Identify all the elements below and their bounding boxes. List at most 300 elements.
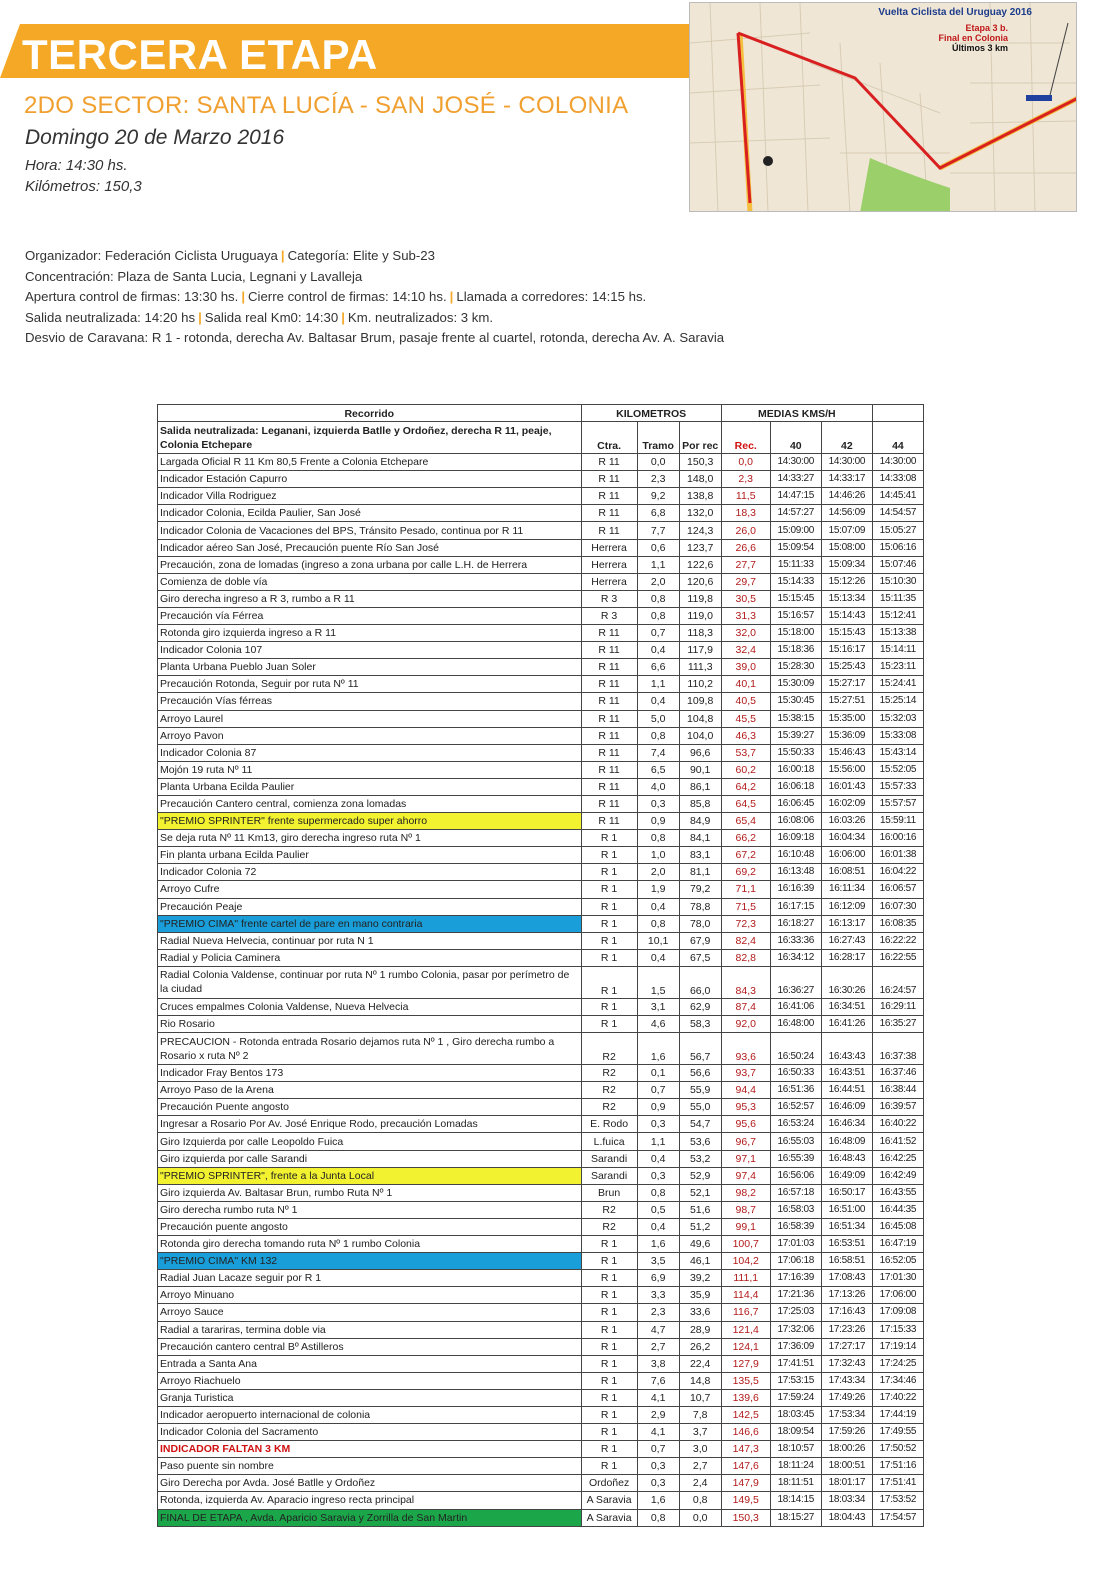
covered-km: 0,0	[721, 454, 770, 471]
table-row	[158, 881, 924, 898]
time-42: 16:13:17	[821, 915, 872, 932]
table-row	[158, 915, 924, 932]
time-40: 14:57:27	[770, 505, 821, 522]
segment-km: 0,4	[637, 1150, 679, 1167]
route-point: Indicador Villa Rodriguez	[158, 488, 582, 505]
segment-km: 1,0	[637, 847, 679, 864]
table-row	[158, 1270, 924, 1287]
time-42: 15:27:17	[821, 676, 872, 693]
time-42: 16:43:51	[821, 1065, 872, 1082]
time-44: 14:30:00	[872, 454, 923, 471]
route-point: Precaución Rotonda, Seguir por ruta Nº 11	[158, 676, 582, 693]
time-40: 16:33:36	[770, 932, 821, 949]
map-graphic	[690, 3, 1077, 212]
time-44: 15:05:27	[872, 522, 923, 539]
covered-km: 114,4	[721, 1287, 770, 1304]
remaining-km: 109,8	[679, 693, 721, 710]
remaining-km: 79,2	[679, 881, 721, 898]
segment-km: 0,5	[637, 1201, 679, 1218]
time-40: 17:21:36	[770, 1287, 821, 1304]
table-row	[158, 1253, 924, 1270]
remaining-km: 49,6	[679, 1236, 721, 1253]
info-line-3	[25, 287, 724, 308]
remaining-km: 46,1	[679, 1253, 721, 1270]
covered-km: 97,4	[721, 1167, 770, 1184]
table-row	[158, 813, 924, 830]
time-42: 16:02:09	[821, 795, 872, 812]
route-point: Rotonda giro izquierda ingreso a R 11	[158, 625, 582, 642]
remaining-km: 86,1	[679, 778, 721, 795]
header-speed-40: 40	[770, 422, 821, 454]
covered-km: 84,3	[721, 966, 770, 998]
signature-close: Cierre control de firmas: 14:10 hs.	[248, 289, 447, 304]
time-44: 17:24:25	[872, 1355, 923, 1372]
remaining-km: 85,8	[679, 795, 721, 812]
header-tramo: Tramo	[637, 422, 679, 454]
road: R 1	[581, 1458, 637, 1475]
header-rec: Rec.	[721, 422, 770, 454]
time-44: 17:09:08	[872, 1304, 923, 1321]
remaining-km: 119,0	[679, 607, 721, 624]
road: Herrera	[581, 573, 637, 590]
table-row	[158, 1082, 924, 1099]
remaining-km: 150,3	[679, 454, 721, 471]
time-44: 15:24:41	[872, 676, 923, 693]
segment-km: 0,8	[637, 590, 679, 607]
covered-km: 31,3	[721, 607, 770, 624]
covered-km: 87,4	[721, 998, 770, 1015]
route-point: Cruces empalmes Colonia Valdense, Nueva Helvecia	[158, 998, 582, 1015]
table-row	[158, 727, 924, 744]
time-40: 16:08:06	[770, 813, 821, 830]
table-row	[158, 454, 924, 471]
table-row	[158, 761, 924, 778]
segment-km: 2,7	[637, 1338, 679, 1355]
segment-km: 9,2	[637, 488, 679, 505]
time-40: 18:14:15	[770, 1492, 821, 1509]
time-40: 17:16:39	[770, 1270, 821, 1287]
segment-km: 0,4	[637, 898, 679, 915]
road: R 3	[581, 607, 637, 624]
remaining-km: 81,1	[679, 864, 721, 881]
time-40: 17:06:18	[770, 1253, 821, 1270]
time-44: 15:43:14	[872, 744, 923, 761]
road: R2	[581, 1201, 637, 1218]
separator: |	[341, 309, 345, 325]
covered-km: 32,4	[721, 642, 770, 659]
time-42: 18:04:43	[821, 1509, 872, 1526]
segment-km: 0,3	[637, 1458, 679, 1475]
time-44: 16:39:57	[872, 1099, 923, 1116]
time-44: 17:50:52	[872, 1441, 923, 1458]
route-point: Precaución Vías férreas	[158, 693, 582, 710]
road: R2	[581, 1099, 637, 1116]
road: E. Rodo	[581, 1116, 637, 1133]
remaining-km: 67,9	[679, 932, 721, 949]
separator: |	[241, 289, 246, 304]
remaining-km: 104,8	[679, 710, 721, 727]
segment-km: 0,8	[637, 1509, 679, 1526]
signature-open: Apertura control de firmas: 13:30 hs.	[25, 289, 239, 304]
time-42: 14:46:26	[821, 488, 872, 505]
road: R 1	[581, 1389, 637, 1406]
real-start: Salida real Km0: 14:30	[204, 309, 339, 325]
covered-km: 147,3	[721, 1441, 770, 1458]
time-42: 17:13:26	[821, 1287, 872, 1304]
time-40: 15:50:33	[770, 744, 821, 761]
header-por-rec: Por rec	[679, 422, 721, 454]
time-44: 17:54:57	[872, 1509, 923, 1526]
remaining-km: 124,3	[679, 522, 721, 539]
road: R 1	[581, 847, 637, 864]
remaining-km: 83,1	[679, 847, 721, 864]
remaining-km: 3,0	[679, 1441, 721, 1458]
table-row	[158, 1509, 924, 1526]
time-44: 16:35:27	[872, 1016, 923, 1033]
remaining-km: 132,0	[679, 505, 721, 522]
road: R2	[581, 1033, 637, 1065]
time-44: 16:37:46	[872, 1065, 923, 1082]
covered-km: 93,7	[721, 1065, 770, 1082]
segment-km: 4,1	[637, 1424, 679, 1441]
table-row	[158, 676, 924, 693]
time-42: 15:36:09	[821, 727, 872, 744]
route-point: Granja Turistica	[158, 1389, 582, 1406]
remaining-km: 78,0	[679, 915, 721, 932]
table-row	[158, 1287, 924, 1304]
remaining-km: 62,9	[679, 998, 721, 1015]
road: R 11	[581, 505, 637, 522]
segment-km: 0,6	[637, 539, 679, 556]
time-44: 16:01:38	[872, 847, 923, 864]
map-title: Vuelta Ciclista del Uruguay 2016	[878, 7, 1032, 18]
segment-km: 1,6	[637, 1492, 679, 1509]
road: R2	[581, 1218, 637, 1235]
neutral-km: Km. neutralizados: 3 km.	[347, 309, 494, 325]
time-40: 15:09:00	[770, 522, 821, 539]
covered-km: 2,3	[721, 471, 770, 488]
road: R 1	[581, 1355, 637, 1372]
segment-km: 2,3	[637, 471, 679, 488]
remaining-km: 110,2	[679, 676, 721, 693]
time-42: 16:11:34	[821, 881, 872, 898]
road: R 1	[581, 1406, 637, 1423]
table-row	[158, 488, 924, 505]
covered-km: 116,7	[721, 1304, 770, 1321]
route-point: Planta Urbana Pueblo Juan Soler	[158, 659, 582, 676]
table-row	[158, 1338, 924, 1355]
route-point: Giro izquierda Av. Baltasar Brun, rumbo Ruta Nº 1	[158, 1184, 582, 1201]
time-44: 15:10:30	[872, 573, 923, 590]
table-row	[158, 1492, 924, 1509]
remaining-km: 148,0	[679, 471, 721, 488]
covered-km: 40,5	[721, 693, 770, 710]
time-40: 17:41:51	[770, 1355, 821, 1372]
segment-km: 4,6	[637, 1016, 679, 1033]
route-point: Indicador Colonia 87	[158, 744, 582, 761]
road: R 1	[581, 881, 637, 898]
time-44: 16:42:49	[872, 1167, 923, 1184]
time-42: 16:30:26	[821, 966, 872, 998]
table-row	[158, 1184, 924, 1201]
table-row	[158, 471, 924, 488]
time-42: 15:12:26	[821, 573, 872, 590]
covered-km: 39,0	[721, 659, 770, 676]
route-map	[689, 2, 1077, 212]
remaining-km: 104,0	[679, 727, 721, 744]
time-40: 15:16:57	[770, 607, 821, 624]
covered-km: 147,6	[721, 1458, 770, 1475]
table-row	[158, 998, 924, 1015]
time-42: 15:14:43	[821, 607, 872, 624]
route-point: Radial a tarariras, termina doble via	[158, 1321, 582, 1338]
time-42: 15:13:34	[821, 590, 872, 607]
route-point: Precaución Cantero central, comienza zona lomadas	[158, 795, 582, 812]
time-44: 17:49:55	[872, 1424, 923, 1441]
table-row	[158, 573, 924, 590]
segment-km: 2,0	[637, 573, 679, 590]
road: Sarandi	[581, 1150, 637, 1167]
segment-km: 0,4	[637, 642, 679, 659]
time-40: 15:14:33	[770, 573, 821, 590]
time-44: 17:53:52	[872, 1492, 923, 1509]
segment-km: 0,8	[637, 915, 679, 932]
segment-km: 0,3	[637, 795, 679, 812]
time-40: 15:28:30	[770, 659, 821, 676]
segment-km: 0,7	[637, 625, 679, 642]
time-44: 16:22:55	[872, 949, 923, 966]
road: R 11	[581, 693, 637, 710]
covered-km: 150,3	[721, 1509, 770, 1526]
time-42: 18:03:34	[821, 1492, 872, 1509]
time-42: 16:34:51	[821, 998, 872, 1015]
time-40: 16:48:00	[770, 1016, 821, 1033]
time-44: 16:29:11	[872, 998, 923, 1015]
table-row	[158, 625, 924, 642]
time-44: 15:11:35	[872, 590, 923, 607]
route-point: Entrada a Santa Ana	[158, 1355, 582, 1372]
road: Ordoñez	[581, 1475, 637, 1492]
table-row	[158, 1424, 924, 1441]
time-42: 15:15:43	[821, 625, 872, 642]
time-40: 17:53:15	[770, 1372, 821, 1389]
time-42: 17:43:34	[821, 1372, 872, 1389]
segment-km: 6,8	[637, 505, 679, 522]
segment-km: 7,4	[637, 744, 679, 761]
covered-km: 99,1	[721, 1218, 770, 1235]
covered-km: 98,2	[721, 1184, 770, 1201]
remaining-km: 55,9	[679, 1082, 721, 1099]
covered-km: 127,9	[721, 1355, 770, 1372]
neutral-start: Salida neutralizada: 14:20 hs	[25, 309, 196, 325]
map-last-km-label: Últimos 3 km	[951, 43, 1008, 53]
time-44: 16:38:44	[872, 1082, 923, 1099]
remaining-km: 56,7	[679, 1033, 721, 1065]
time-42: 17:23:26	[821, 1321, 872, 1338]
road: R 11	[581, 454, 637, 471]
time-44: 15:13:38	[872, 625, 923, 642]
time-44: 17:51:41	[872, 1475, 923, 1492]
time-42: 15:16:17	[821, 642, 872, 659]
header-medias: MEDIAS KMS/H	[721, 405, 872, 422]
time-44: 15:59:11	[872, 813, 923, 830]
map-stage-label: Etapa 3 b.	[965, 23, 1008, 33]
remaining-km: 56,6	[679, 1065, 721, 1082]
time-40: 16:51:36	[770, 1082, 821, 1099]
segment-km: 0,3	[637, 1475, 679, 1492]
route-point: Arroyo Cufre	[158, 881, 582, 898]
time-40: 14:30:00	[770, 454, 821, 471]
time-40: 17:32:06	[770, 1321, 821, 1338]
covered-km: 27,7	[721, 556, 770, 573]
route-point: Largada Oficial R 11 Km 80,5 Frente a Colonia Etchepare	[158, 454, 582, 471]
time-44: 16:24:57	[872, 966, 923, 998]
remaining-km: 58,3	[679, 1016, 721, 1033]
time-42: 17:27:17	[821, 1338, 872, 1355]
covered-km: 146,6	[721, 1424, 770, 1441]
time-40: 16:57:18	[770, 1184, 821, 1201]
road: R 1	[581, 1321, 637, 1338]
time-44: 15:23:11	[872, 659, 923, 676]
remaining-km: 0,0	[679, 1509, 721, 1526]
time-42: 16:49:09	[821, 1167, 872, 1184]
road: R 11	[581, 642, 637, 659]
time-42: 16:53:51	[821, 1236, 872, 1253]
covered-km: 111,1	[721, 1270, 770, 1287]
covered-km: 53,7	[721, 744, 770, 761]
road: R 11	[581, 813, 637, 830]
covered-km: 96,7	[721, 1133, 770, 1150]
time-44: 15:52:05	[872, 761, 923, 778]
time-44: 16:00:16	[872, 830, 923, 847]
remaining-km: 33,6	[679, 1304, 721, 1321]
table-row	[158, 642, 924, 659]
time-42: 17:16:43	[821, 1304, 872, 1321]
segment-km: 7,7	[637, 522, 679, 539]
time-44: 16:42:25	[872, 1150, 923, 1167]
table-row	[158, 847, 924, 864]
segment-km: 3,8	[637, 1355, 679, 1372]
time-40: 16:16:39	[770, 881, 821, 898]
covered-km: 26,0	[721, 522, 770, 539]
remaining-km: 111,3	[679, 659, 721, 676]
covered-km: 142,5	[721, 1406, 770, 1423]
segment-km: 3,3	[637, 1287, 679, 1304]
route-point: Rio Rosario	[158, 1016, 582, 1033]
covered-km: 11,5	[721, 488, 770, 505]
road: R 11	[581, 761, 637, 778]
time-42: 16:12:09	[821, 898, 872, 915]
segment-km: 4,7	[637, 1321, 679, 1338]
header-ctra: Ctra.	[581, 422, 637, 454]
route-point: Indicador Colonia 72	[158, 864, 582, 881]
time-42: 17:49:26	[821, 1389, 872, 1406]
stage-date: Domingo 20 de Marzo 2016	[25, 126, 285, 149]
segment-km: 4,1	[637, 1389, 679, 1406]
stage-title: TERCERA ETAPA	[22, 31, 378, 78]
organizer: Organizador: Federación Ciclista Uruguaya	[25, 248, 278, 263]
time-40: 16:00:18	[770, 761, 821, 778]
road: R 1	[581, 864, 637, 881]
time-40: 14:33:27	[770, 471, 821, 488]
remaining-km: 53,2	[679, 1150, 721, 1167]
table-row	[158, 1321, 924, 1338]
time-40: 16:17:15	[770, 898, 821, 915]
table-row	[158, 1441, 924, 1458]
time-42: 16:46:09	[821, 1099, 872, 1116]
table-row	[158, 949, 924, 966]
covered-km: 71,1	[721, 881, 770, 898]
neutral-start-route: Salida neutralizada: Leganani, izquierda Batlle y Ordoñez, derecha R 11, peaje, Colonia Etchepare	[158, 422, 582, 454]
route-point: Paso puente sin nombre	[158, 1458, 582, 1475]
time-40: 18:11:24	[770, 1458, 821, 1475]
time-40: 17:25:03	[770, 1304, 821, 1321]
time-40: 16:58:39	[770, 1218, 821, 1235]
time-40: 16:10:48	[770, 847, 821, 864]
table-header-row	[158, 405, 924, 422]
route-table	[157, 404, 924, 1527]
time-42: 16:41:26	[821, 1016, 872, 1033]
table-row	[158, 1236, 924, 1253]
separator: |	[198, 309, 202, 325]
route-point: Arroyo Minuano	[158, 1287, 582, 1304]
segment-km: 6,6	[637, 659, 679, 676]
time-40: 16:41:06	[770, 998, 821, 1015]
time-42: 17:32:43	[821, 1355, 872, 1372]
route-point: INDICADOR FALTAN 3 KM	[158, 1441, 582, 1458]
time-40: 15:09:54	[770, 539, 821, 556]
remaining-km: 123,7	[679, 539, 721, 556]
route-point: "PREMIO SPRINTER", frente a la Junta Local	[158, 1167, 582, 1184]
time-44: 17:15:33	[872, 1321, 923, 1338]
time-44: 16:06:57	[872, 881, 923, 898]
remaining-km: 26,2	[679, 1338, 721, 1355]
segment-km: 0,1	[637, 1065, 679, 1082]
time-40: 16:06:18	[770, 778, 821, 795]
remaining-km: 120,6	[679, 573, 721, 590]
covered-km: 64,2	[721, 778, 770, 795]
covered-km: 124,1	[721, 1338, 770, 1355]
route-point: Arroyo Paso de la Arena	[158, 1082, 582, 1099]
time-42: 16:51:34	[821, 1218, 872, 1235]
time-42: 15:08:00	[821, 539, 872, 556]
route-point: Giro derecha rumbo ruta Nº 1	[158, 1201, 582, 1218]
category: Categoría: Elite y Sub-23	[287, 248, 435, 263]
time-42: 15:35:00	[821, 710, 872, 727]
time-40: 16:09:18	[770, 830, 821, 847]
road: R2	[581, 1082, 637, 1099]
info-line-5	[25, 328, 724, 349]
time-40: 18:09:54	[770, 1424, 821, 1441]
time-40: 15:18:00	[770, 625, 821, 642]
covered-km: 97,1	[721, 1150, 770, 1167]
covered-km: 135,5	[721, 1372, 770, 1389]
time-40: 15:18:36	[770, 642, 821, 659]
route-table-body	[158, 454, 924, 1527]
time-40: 16:13:48	[770, 864, 821, 881]
route-point: Indicador Colonia del Sacramento	[158, 1424, 582, 1441]
time-42: 15:07:09	[821, 522, 872, 539]
covered-km: 121,4	[721, 1321, 770, 1338]
time-42: 14:33:17	[821, 471, 872, 488]
route-point: Precaución, zona de lomadas (ingreso a zona urbana por calle L.H. de Herrera	[158, 556, 582, 573]
header-speed-42: 42	[821, 422, 872, 454]
table-row	[158, 710, 924, 727]
route-point: Precaución puente angosto	[158, 1218, 582, 1235]
time-40: 18:03:45	[770, 1406, 821, 1423]
time-44: 15:33:08	[872, 727, 923, 744]
time-40: 16:55:03	[770, 1133, 821, 1150]
